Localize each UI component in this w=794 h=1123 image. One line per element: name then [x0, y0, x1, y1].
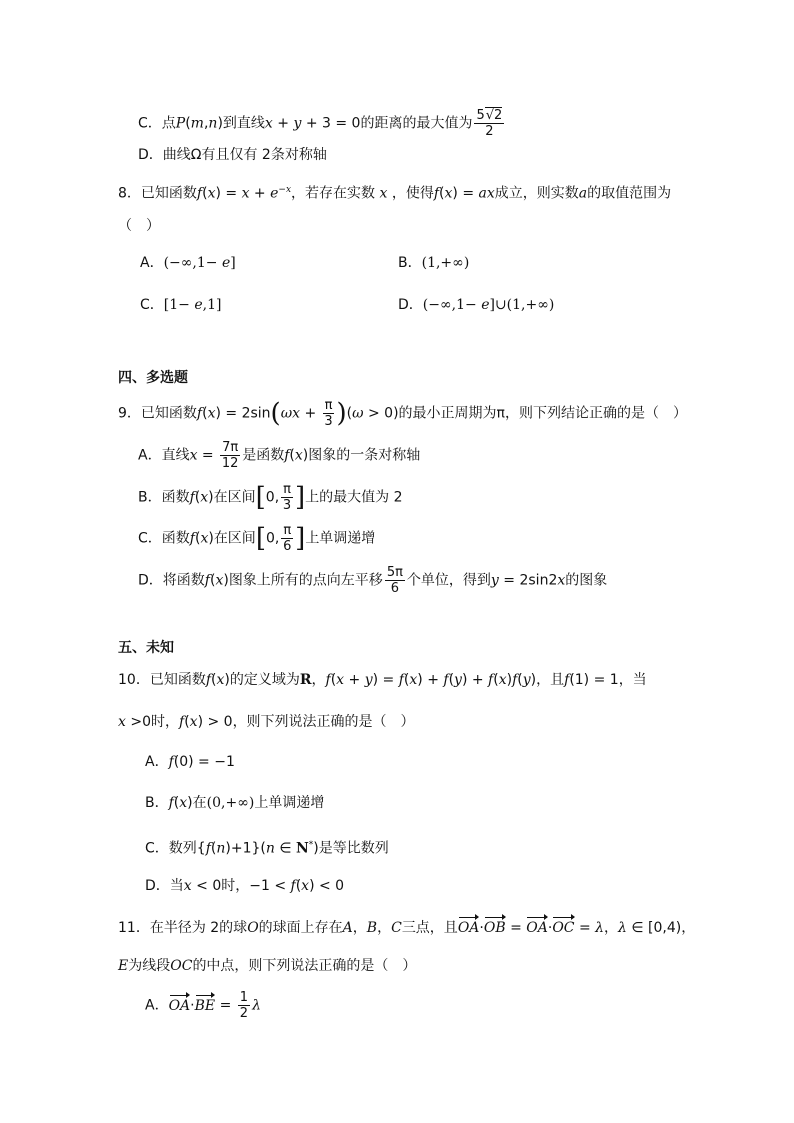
- q9-option-d: D．将函数f(x)图象上所有的点向左平移 $\frac{5\pi}{6}$ 个单位，得到y = 2sin2x的图象: [138, 565, 608, 596]
- q11-stem-line2: E为线段OC的中点，则下列说法正确的是（ ）: [118, 958, 417, 974]
- q11-option-a: A．OA·BE = $\frac{1}{2}$ λ: [145, 990, 261, 1021]
- q7-option-c: C．点P(m,n)到直线x + y + 3 = 0的距离的最大值为 $\frac{5√2}{2}$: [138, 108, 503, 139]
- section-title-multiple-choice: 四、多选题: [118, 370, 188, 386]
- q9-option-b: B．函数f(x)在区间[0, $\frac{\pi}{3}$ ]上的最大值为 2: [138, 482, 403, 513]
- q8-option-d: D．(−∞,1− e]∪(1,+∞): [398, 297, 555, 313]
- q9-stem: 9．已知函数f(x) = 2sin(ωx + $\frac{\pi}{3}$ )(ω > 0)的最小正周期为π，则下列结论正确的是（ ）: [118, 398, 687, 429]
- q10-option-d: D．当x < 0时，−1 < f(x) < 0: [145, 878, 345, 894]
- q7-option-d: D．曲线Ω有且仅有 2条对称轴: [138, 147, 327, 163]
- q11-stem-line1: 11．在半径为 2的球O的球面上存在A，B，C三点，且OA·OB = OA·OC = λ，λ ∈ [0,4)，: [118, 920, 696, 936]
- q10-stem-line2: x >0时，f(x) > 0，则下列说法正确的是（ ）: [118, 714, 415, 730]
- q8-option-c: C．[1− e,1]: [140, 297, 222, 313]
- q9-option-c: C．函数f(x)在区间[0, $\frac{\pi}{6}$ ]上单调递增: [138, 523, 376, 554]
- q8-paren: （ ）: [118, 218, 160, 234]
- q8-stem: 8．已知函数$f(x) = x + e^{-x}$，若存在实数 x ，使得f(x) = ax成立，则实数a的取值范围为: [118, 185, 672, 202]
- q10-stem-line1: 10．已知函数f(x)的定义域为R，f(x + y) = f(x) + f(y) + f(x)f(y)，且f(1) = 1，当: [118, 672, 647, 688]
- section-title-unknown: 五、未知: [118, 640, 174, 656]
- q10-option-b: B．f(x)在(0,+∞)上单调递增: [145, 795, 325, 811]
- q9-option-a: A．直线x = $\frac{7\pi}{12}$ 是函数f(x)图象的一条对称轴: [138, 440, 421, 471]
- q10-option-c: C．数列{f(n)+1}(n ∈ N*)是等比数列: [145, 840, 389, 857]
- q8-option-b: B．(1,+∞): [398, 255, 470, 271]
- q10-option-a: A．f(0) = −1: [145, 754, 235, 770]
- q8-option-a: A．(−∞,1− e]: [140, 255, 236, 271]
